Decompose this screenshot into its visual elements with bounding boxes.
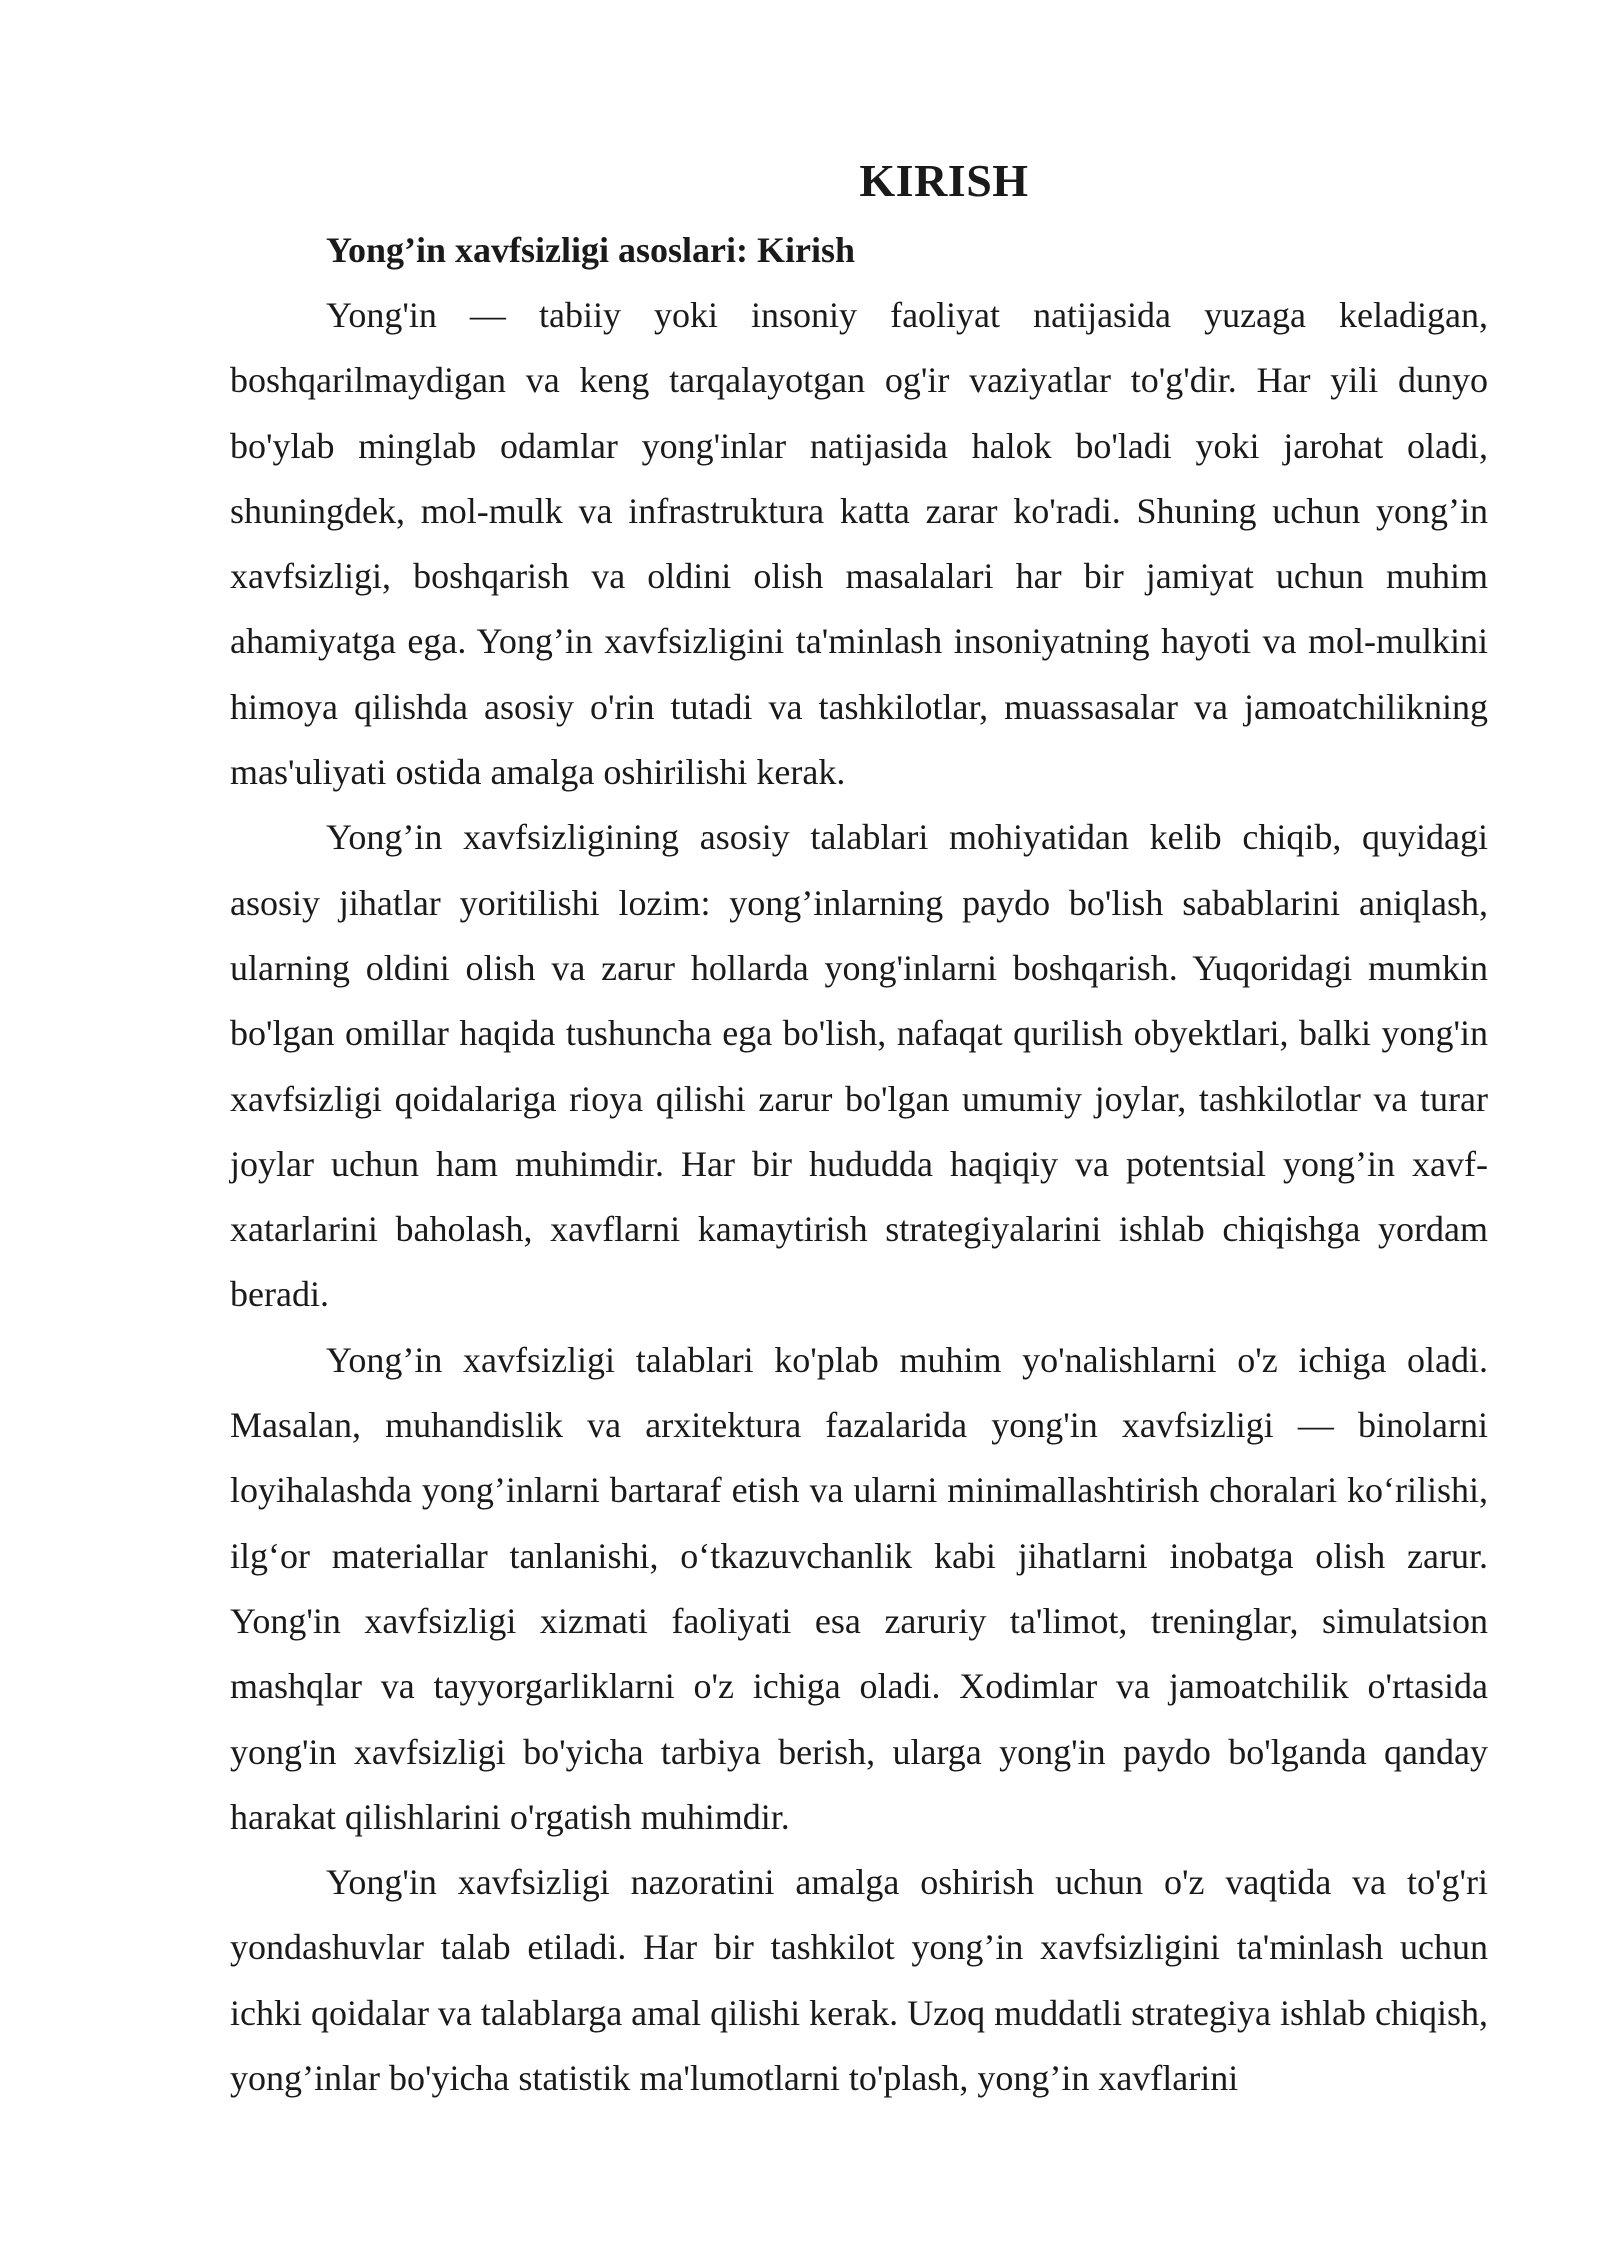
section-subtitle: Yong’in xavfsizligi asoslari: Kirish <box>326 230 856 270</box>
paragraph-2: Yong’in xavfsizligining asosiy talablari mohiyatidan kelib chiqib, quyidagi asosiy jihatlar yoritilishi lozim: yong’inlarning paydo bo'lish sabablarini aniqlash, ularning oldini olish va zarur hollarda yong'inlarni boshqarish. Yuqoridagi mumkin bo'lgan omillar haqida tushuncha ega bo'lish, nafaqat qurilish obyektlari, balki yong'in xavfsizligi qoidalariga rioya qilishi zarur bo'lgan umumiy joylar, tashkilotlar va turar joylar uchun ham muhimdir. Har bir hududda haqiqiy va potentsial yong’in xavf-xatarlarini baholash, xavflarni kamaytirish strategiyalarini ishlab chiqishga yordam beradi. <box>230 817 1488 1315</box>
page-title: KIRISH <box>859 155 1029 206</box>
paragraph-4: Yong'in xavfsizligi nazoratini amalga oshirish uchun o'z vaqtida va to'g'ri yondashuvlar talab etiladi. Har bir tashkilot yong’in xavfsizligini ta'minlash uchun ichki qoidalar va talablarga amal qilishi kerak. Uzoq muddatli strategiya ishlab chiqish, yong’inlar bo'yicha statistik ma'lumotlarni to'plash, yong’in xavflarini <box>230 1862 1488 2099</box>
paragraph-3: Yong’in xavfsizligi talablari ko'plab muhim yo'nalishlarni o'z ichiga oladi. Masalan, muhandislik va arxitektura fazalarida yong'in xavfsizligi — binolarni loyihalashda yong’inlarni bartaraf etish va ularni minimallashtirish choralari ko‘rilishi, ilg‘or materiallar tanlanishi, o‘tkazuvchanlik kabi jihatlarni inobatga olish zarur. Yong'in xavfsizligi xizmati faoliyati esa zaruriy ta'limot, treninglar, simulatsion mashqlar va tayyorgarliklarni o'z ichiga oladi. Xodimlar va jamoatchilik o'rtasida yong'in xavfsizligi bo'yicha tarbiya berish, ularga yong'in paydo bo'lganda qanday harakat qilishlarini o'rgatish muhimdir. <box>230 1339 1488 1837</box>
paragraph-1: Yong'in — tabiiy yoki insoniy faoliyat natijasida yuzaga keladigan, boshqarilmaydigan va keng tarqalayotgan og'ir vaziyatlar to'g'dir. Har yili dunyo bo'ylab minglab odamlar yong'inlar natijasida halok bo'ladi yoki jarohat oladi, shuningdek, mol-mulk va infrastruktura katta zarar ko'radi. Shuning uchun yong’in xavfsizligi, boshqarish va oldini olish masalalari har bir jamiyat uchun muhim ahamiyatga ega. Yong’in xavfsizligini ta'minlash insoniyatning hayoti va mol-mulkini himoya qilishda asosiy o'rin tutadi va tashkilotlar, muassasalar va jamoatchilikning mas'uliyati ostida amalga oshirilishi kerak. <box>230 295 1488 793</box>
document-body <box>230 145 1488 2111</box>
